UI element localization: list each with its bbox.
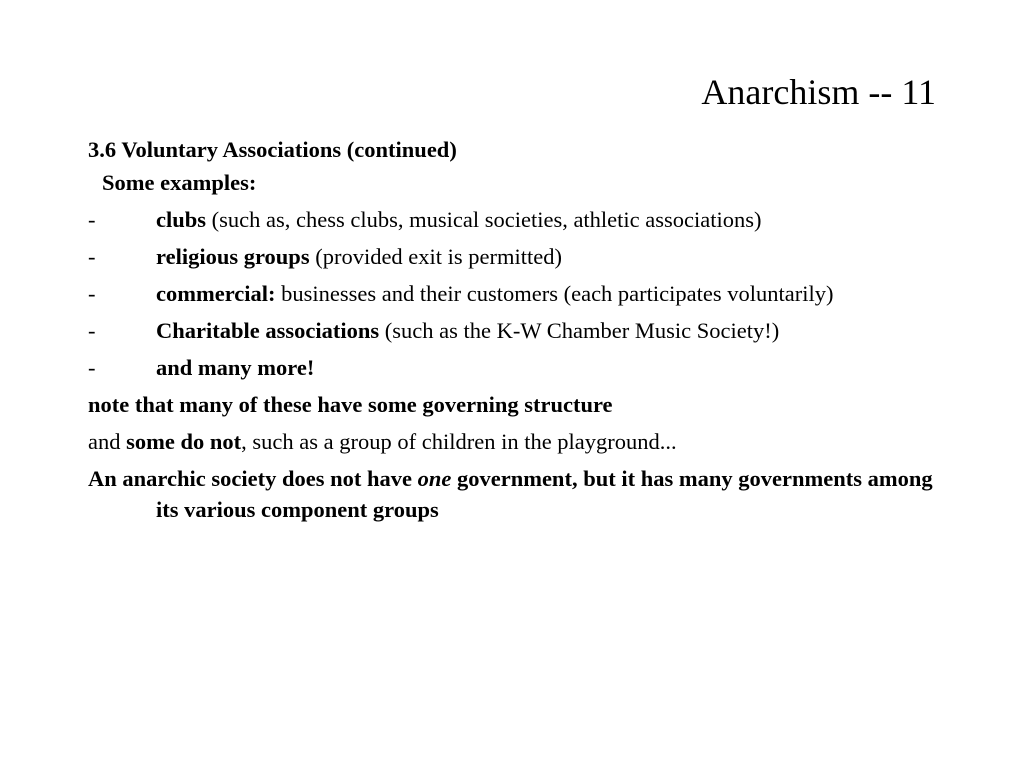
bullet-marker: - [88, 355, 96, 380]
and-bold: some do not [126, 429, 242, 454]
slide-body [88, 134, 948, 531]
bullet-marker: - [88, 207, 96, 232]
bullet-text: (such as, chess clubs, musical societies, athletic associations) [206, 207, 762, 232]
bullet-term: religious groups [156, 244, 310, 269]
bullet-term: Charitable associations [156, 318, 380, 343]
bullet-text: (such as the K-W Chamber Music Society!) [379, 318, 780, 343]
and-line [88, 426, 948, 457]
subheading: Some examples: [102, 170, 257, 195]
and-prefix: and [88, 429, 127, 454]
bullet-marker: - [88, 281, 96, 306]
bullet-text: businesses and their customers (each participates voluntarily) [275, 281, 834, 306]
note-line: note that many of these have some governing structure [88, 392, 613, 417]
and-rest: , such as a group of children in the playground... [241, 429, 677, 454]
bullet-item-clubs [88, 204, 948, 235]
bullet-marker: - [88, 244, 96, 269]
conclusion-part1: An anarchic society does not have [88, 466, 418, 491]
slide-title: Anarchism -- 11 [701, 72, 936, 112]
bullet-item-many-more [88, 352, 948, 383]
bullet-item-charitable [88, 315, 948, 346]
bullet-term: and many more! [156, 355, 315, 380]
bullet-term: clubs [156, 207, 207, 232]
bullet-item-commercial [88, 278, 948, 309]
bullet-term: commercial: [156, 281, 276, 306]
bullet-marker: - [88, 318, 96, 343]
conclusion-part2: government, but it has many governments among its various component groups [156, 466, 933, 522]
bullet-text: (provided exit is permitted) [309, 244, 563, 269]
conclusion-emphasis: one [417, 466, 452, 491]
section-heading: 3.6 Voluntary Associations (continued) [88, 137, 457, 162]
conclusion [88, 463, 948, 525]
bullet-item-religious-groups [88, 241, 948, 272]
